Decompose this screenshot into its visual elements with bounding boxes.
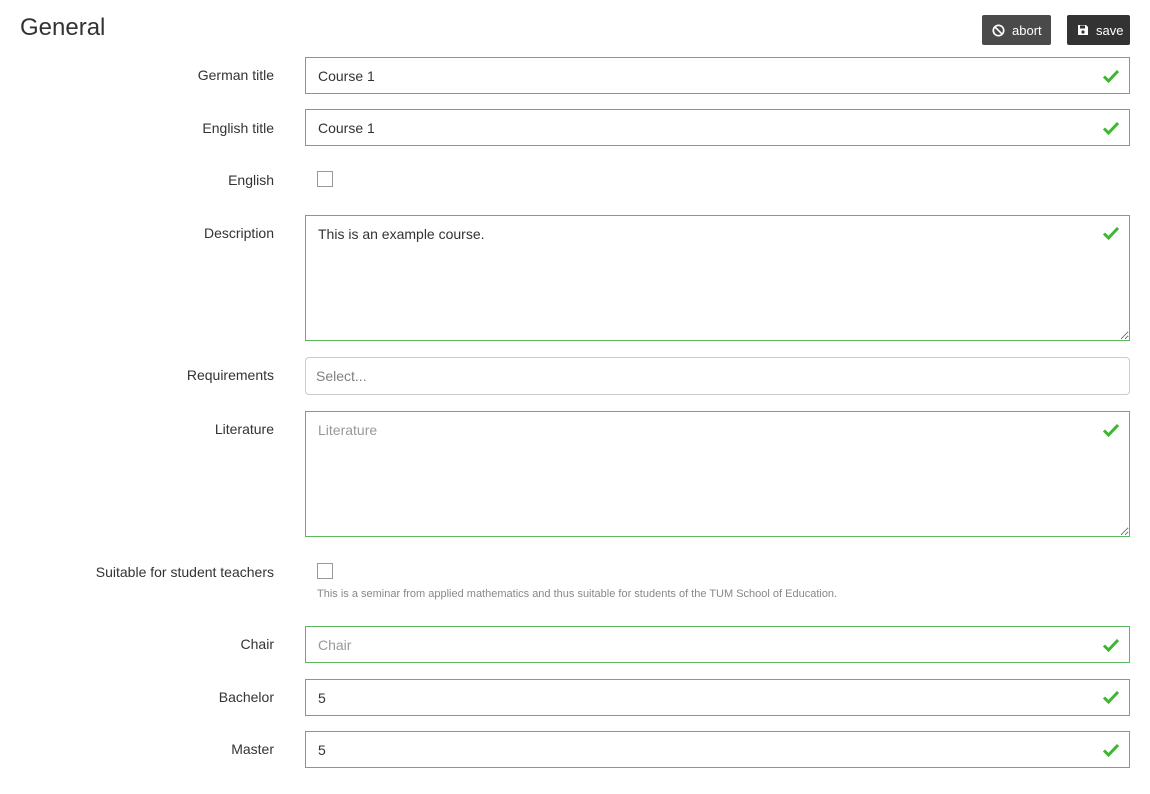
floppy-disk-icon: [1077, 24, 1089, 36]
english-checkbox[interactable]: [317, 171, 333, 187]
german-title-input[interactable]: [305, 57, 1130, 94]
checkmark-icon: [1102, 742, 1120, 758]
literature-label: Literature: [214, 421, 274, 437]
save-button-label: save: [1096, 22, 1124, 38]
master-input[interactable]: [305, 731, 1130, 768]
checkmark-icon: [1102, 225, 1120, 241]
chair-label: Chair: [240, 636, 274, 652]
abort-button[interactable]: [982, 15, 1051, 45]
abort-button-label: abort: [1012, 22, 1042, 38]
student-teachers-help-text: This is a seminar from applied mathematics and thus suitable for students of the TUM School of Education.: [317, 588, 838, 600]
checkmark-icon: [1102, 422, 1120, 438]
ban-icon: [992, 24, 1005, 37]
checkmark-icon: [1102, 689, 1120, 705]
english-title-input[interactable]: [305, 109, 1130, 146]
requirements-select[interactable]: [305, 357, 1130, 395]
chair-input[interactable]: [305, 626, 1130, 663]
checkmark-icon: [1102, 68, 1120, 84]
student-teachers-checkbox[interactable]: [317, 563, 333, 579]
bachelor-input[interactable]: [305, 679, 1130, 716]
checkmark-icon: [1102, 120, 1120, 136]
literature-textarea[interactable]: [305, 411, 1130, 537]
checkmark-icon: [1102, 637, 1120, 653]
description-textarea[interactable]: [305, 215, 1130, 341]
bachelor-label: Bachelor: [218, 689, 274, 705]
description-label: Description: [203, 225, 274, 241]
requirements-label: Requirements: [186, 367, 274, 383]
save-button[interactable]: [1067, 15, 1130, 45]
requirements-placeholder: Select...: [316, 368, 367, 384]
english-title-label: English title: [202, 120, 274, 136]
page-title: General: [20, 14, 106, 41]
student-teachers-label: Suitable for student teachers: [95, 564, 274, 580]
german-title-label: German title: [197, 67, 274, 83]
english-label: English: [228, 172, 274, 188]
master-label: Master: [231, 741, 274, 757]
